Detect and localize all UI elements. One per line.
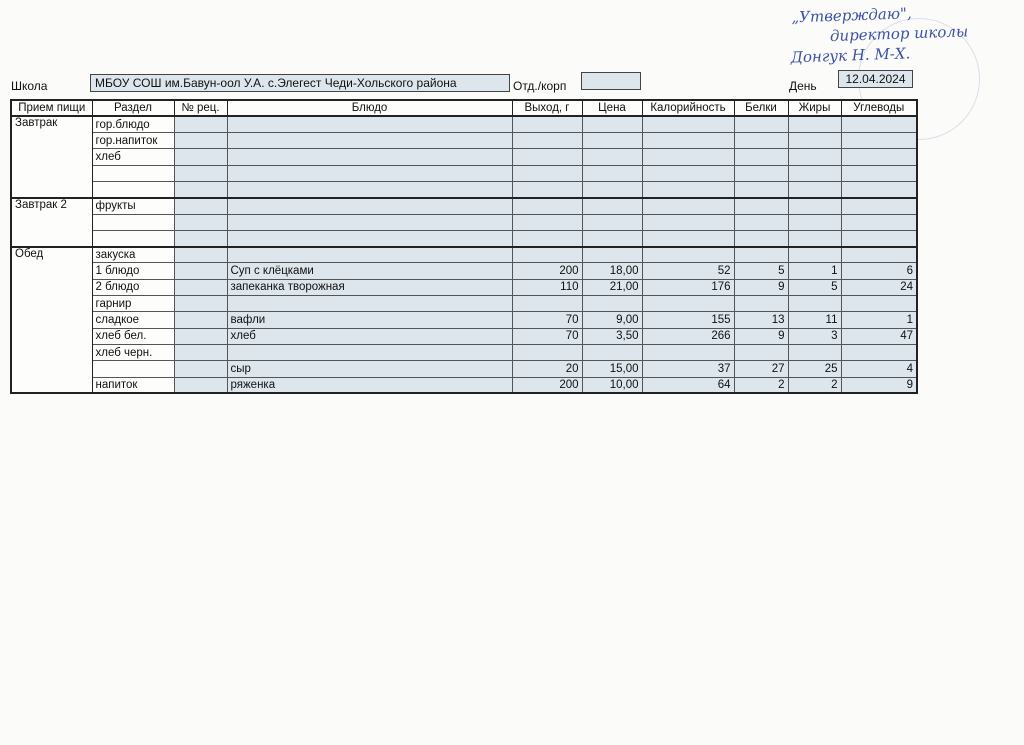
carbs-cell[interactable] [841, 198, 917, 214]
output-cell[interactable]: 70 [512, 312, 582, 328]
carbs-cell[interactable]: 9 [841, 377, 917, 393]
section-cell: закуска [92, 247, 174, 263]
section-cell: 1 блюдо [92, 263, 174, 279]
protein-cell[interactable]: 9 [734, 279, 788, 295]
protein-cell[interactable] [734, 230, 788, 246]
fat-cell[interactable] [788, 149, 841, 165]
recipe-cell[interactable] [174, 247, 227, 263]
table-row [11, 214, 917, 230]
output-cell[interactable]: 110 [512, 279, 582, 295]
fat-cell[interactable] [788, 198, 841, 214]
approval-line-2: директор школы [829, 22, 969, 46]
fat-cell[interactable] [788, 214, 841, 230]
section-cell: фрукты [92, 198, 174, 214]
dish-cell[interactable] [227, 181, 512, 197]
dish-cell[interactable] [227, 247, 512, 263]
calories-cell[interactable] [642, 344, 734, 360]
fat-cell[interactable] [788, 247, 841, 263]
col-fat: Жиры [788, 100, 841, 116]
price-cell[interactable] [582, 214, 642, 230]
fat-cell[interactable]: 1 [788, 263, 841, 279]
fat-cell[interactable]: 2 [788, 377, 841, 393]
table-row [11, 116, 917, 132]
section-cell: гор.блюдо [92, 116, 174, 132]
price-cell[interactable] [582, 344, 642, 360]
protein-cell[interactable] [734, 133, 788, 149]
fat-cell[interactable] [788, 116, 841, 132]
calories-cell[interactable] [642, 165, 734, 181]
calories-cell[interactable] [642, 149, 734, 165]
protein-cell[interactable]: 5 [734, 263, 788, 279]
recipe-cell[interactable] [174, 263, 227, 279]
fat-cell[interactable]: 25 [788, 361, 841, 377]
section-cell: гор.напиток [92, 133, 174, 149]
fat-cell[interactable] [788, 133, 841, 149]
col-price: Цена [582, 100, 642, 116]
col-dish: Блюдо [227, 100, 512, 116]
recipe-cell[interactable] [174, 377, 227, 393]
meal-cell: Завтрак [11, 116, 92, 197]
price-cell[interactable]: 9,00 [582, 312, 642, 328]
table-row [11, 181, 917, 197]
protein-cell[interactable]: 2 [734, 377, 788, 393]
calories-cell[interactable] [642, 296, 734, 312]
dish-cell[interactable]: хлеб [227, 328, 512, 344]
recipe-cell[interactable] [174, 361, 227, 377]
calories-cell[interactable]: 176 [642, 279, 734, 295]
protein-cell[interactable] [734, 296, 788, 312]
section-cell: напиток [92, 377, 174, 393]
col-carbs: Углеводы [841, 100, 917, 116]
school-field[interactable]: МБОУ СОШ им.Бавун-оол У.А. с.Элегест Чеди-Хольского района [90, 74, 510, 92]
fat-cell[interactable] [788, 230, 841, 246]
protein-cell[interactable] [734, 344, 788, 360]
price-cell[interactable] [582, 116, 642, 132]
calories-cell[interactable] [642, 230, 734, 246]
section-cell: 2 блюдо [92, 279, 174, 295]
carbs-cell[interactable] [841, 230, 917, 246]
dish-cell[interactable]: Суп с клёцками [227, 263, 512, 279]
calories-cell[interactable]: 37 [642, 361, 734, 377]
meal-cell: Завтрак 2 [11, 198, 92, 247]
carbs-cell[interactable] [841, 165, 917, 181]
output-cell[interactable]: 200 [512, 377, 582, 393]
section-cell: хлеб [92, 149, 174, 165]
col-section: Раздел [92, 100, 174, 116]
section-cell [92, 181, 174, 197]
calories-cell[interactable] [642, 181, 734, 197]
price-cell[interactable] [582, 247, 642, 263]
carbs-cell[interactable] [841, 344, 917, 360]
fat-cell[interactable] [788, 296, 841, 312]
fat-cell[interactable] [788, 165, 841, 181]
output-cell[interactable] [512, 344, 582, 360]
price-cell[interactable]: 10,00 [582, 377, 642, 393]
col-recipe: № рец. [174, 100, 227, 116]
dish-cell[interactable]: ряженка [227, 377, 512, 393]
output-cell[interactable] [512, 133, 582, 149]
output-cell[interactable] [512, 181, 582, 197]
price-cell[interactable] [582, 230, 642, 246]
table-row [11, 165, 917, 181]
carbs-cell[interactable]: 1 [841, 312, 917, 328]
recipe-cell[interactable] [174, 312, 227, 328]
protein-cell[interactable] [734, 149, 788, 165]
col-output: Выход, г [512, 100, 582, 116]
approval-line-1: „Утверждаю", [791, 4, 912, 27]
carbs-cell[interactable]: 4 [841, 361, 917, 377]
output-cell[interactable] [512, 165, 582, 181]
table-row [11, 263, 917, 279]
output-cell[interactable]: 200 [512, 263, 582, 279]
col-calories: Калорийность [642, 100, 734, 116]
calories-cell[interactable] [642, 116, 734, 132]
table-row [11, 247, 917, 263]
dish-cell[interactable] [227, 214, 512, 230]
calories-cell[interactable] [642, 133, 734, 149]
school-label: Школа [11, 79, 48, 93]
price-cell[interactable] [582, 181, 642, 197]
recipe-cell[interactable] [174, 165, 227, 181]
recipe-cell[interactable] [174, 328, 227, 344]
col-protein: Белки [734, 100, 788, 116]
section-cell [92, 214, 174, 230]
calories-cell[interactable]: 266 [642, 328, 734, 344]
price-cell[interactable] [582, 296, 642, 312]
dish-cell[interactable]: вафли [227, 312, 512, 328]
calories-cell[interactable] [642, 198, 734, 214]
section-cell [92, 165, 174, 181]
carbs-cell[interactable] [841, 149, 917, 165]
calories-cell[interactable]: 64 [642, 377, 734, 393]
dish-cell[interactable] [227, 296, 512, 312]
carbs-cell[interactable] [841, 214, 917, 230]
carbs-cell[interactable] [841, 247, 917, 263]
dept-label: Отд./корп [513, 79, 567, 93]
output-cell[interactable] [512, 149, 582, 165]
protein-cell[interactable]: 13 [734, 312, 788, 328]
dish-cell[interactable] [227, 116, 512, 132]
table-row [11, 328, 917, 344]
dept-field[interactable] [581, 72, 641, 90]
output-cell[interactable] [512, 198, 582, 214]
carbs-cell[interactable] [841, 133, 917, 149]
fat-cell[interactable]: 11 [788, 312, 841, 328]
recipe-cell[interactable] [174, 344, 227, 360]
carbs-cell[interactable] [841, 296, 917, 312]
recipe-cell[interactable] [174, 149, 227, 165]
carbs-cell[interactable]: 6 [841, 263, 917, 279]
recipe-cell[interactable] [174, 181, 227, 197]
recipe-cell[interactable] [174, 230, 227, 246]
fat-cell[interactable] [788, 344, 841, 360]
dish-cell[interactable] [227, 133, 512, 149]
table-header-row [11, 100, 917, 116]
fat-cell[interactable]: 3 [788, 328, 841, 344]
dish-cell[interactable] [227, 149, 512, 165]
recipe-cell[interactable] [174, 133, 227, 149]
carbs-cell[interactable]: 47 [841, 328, 917, 344]
fat-cell[interactable] [788, 181, 841, 197]
table-row [11, 296, 917, 312]
fat-cell[interactable]: 5 [788, 279, 841, 295]
protein-cell[interactable]: 9 [734, 328, 788, 344]
price-cell[interactable] [582, 198, 642, 214]
price-cell[interactable]: 3,50 [582, 328, 642, 344]
carbs-cell[interactable] [841, 116, 917, 132]
price-cell[interactable]: 15,00 [582, 361, 642, 377]
protein-cell[interactable] [734, 247, 788, 263]
price-cell[interactable]: 21,00 [582, 279, 642, 295]
dish-cell[interactable]: сыр [227, 361, 512, 377]
output-cell[interactable]: 70 [512, 328, 582, 344]
day-field[interactable]: 12.04.2024 [838, 70, 913, 88]
price-cell[interactable] [582, 149, 642, 165]
table-row [11, 377, 917, 393]
protein-cell[interactable] [734, 214, 788, 230]
table-row [11, 344, 917, 360]
table-row [11, 133, 917, 149]
protein-cell[interactable] [734, 181, 788, 197]
carbs-cell[interactable] [841, 181, 917, 197]
dish-cell[interactable]: запеканка творожная [227, 279, 512, 295]
price-cell[interactable] [582, 133, 642, 149]
meal-cell: Обед [11, 247, 92, 394]
recipe-cell[interactable] [174, 198, 227, 214]
recipe-cell[interactable] [174, 214, 227, 230]
dish-cell[interactable] [227, 165, 512, 181]
calories-cell[interactable]: 52 [642, 263, 734, 279]
price-cell[interactable]: 18,00 [582, 263, 642, 279]
recipe-cell[interactable] [174, 279, 227, 295]
section-cell [92, 361, 174, 377]
output-cell[interactable] [512, 247, 582, 263]
calories-cell[interactable] [642, 214, 734, 230]
menu-table [10, 99, 918, 394]
dish-cell[interactable] [227, 198, 512, 214]
table-row [11, 198, 917, 214]
recipe-cell[interactable] [174, 116, 227, 132]
section-cell: хлеб черн. [92, 344, 174, 360]
section-cell [92, 230, 174, 246]
calories-cell[interactable]: 155 [642, 312, 734, 328]
approval-line-3: Донгук Н. М-Х. [790, 44, 911, 67]
dish-cell[interactable] [227, 230, 512, 246]
dish-cell[interactable] [227, 344, 512, 360]
day-label: День [789, 79, 817, 93]
table-row [11, 149, 917, 165]
col-meal: Прием пищи [11, 100, 92, 116]
protein-cell[interactable] [734, 198, 788, 214]
section-cell: сладкое [92, 312, 174, 328]
output-cell[interactable]: 20 [512, 361, 582, 377]
recipe-cell[interactable] [174, 296, 227, 312]
table-row [11, 279, 917, 295]
output-cell[interactable] [512, 230, 582, 246]
protein-cell[interactable] [734, 116, 788, 132]
protein-cell[interactable]: 27 [734, 361, 788, 377]
table-row [11, 230, 917, 246]
section-cell: хлеб бел. [92, 328, 174, 344]
protein-cell[interactable] [734, 165, 788, 181]
table-row [11, 312, 917, 328]
price-cell[interactable] [582, 165, 642, 181]
output-cell[interactable] [512, 214, 582, 230]
output-cell[interactable] [512, 116, 582, 132]
calories-cell[interactable] [642, 247, 734, 263]
carbs-cell[interactable]: 24 [841, 279, 917, 295]
section-cell: гарнир [92, 296, 174, 312]
output-cell[interactable] [512, 296, 582, 312]
table-row [11, 361, 917, 377]
